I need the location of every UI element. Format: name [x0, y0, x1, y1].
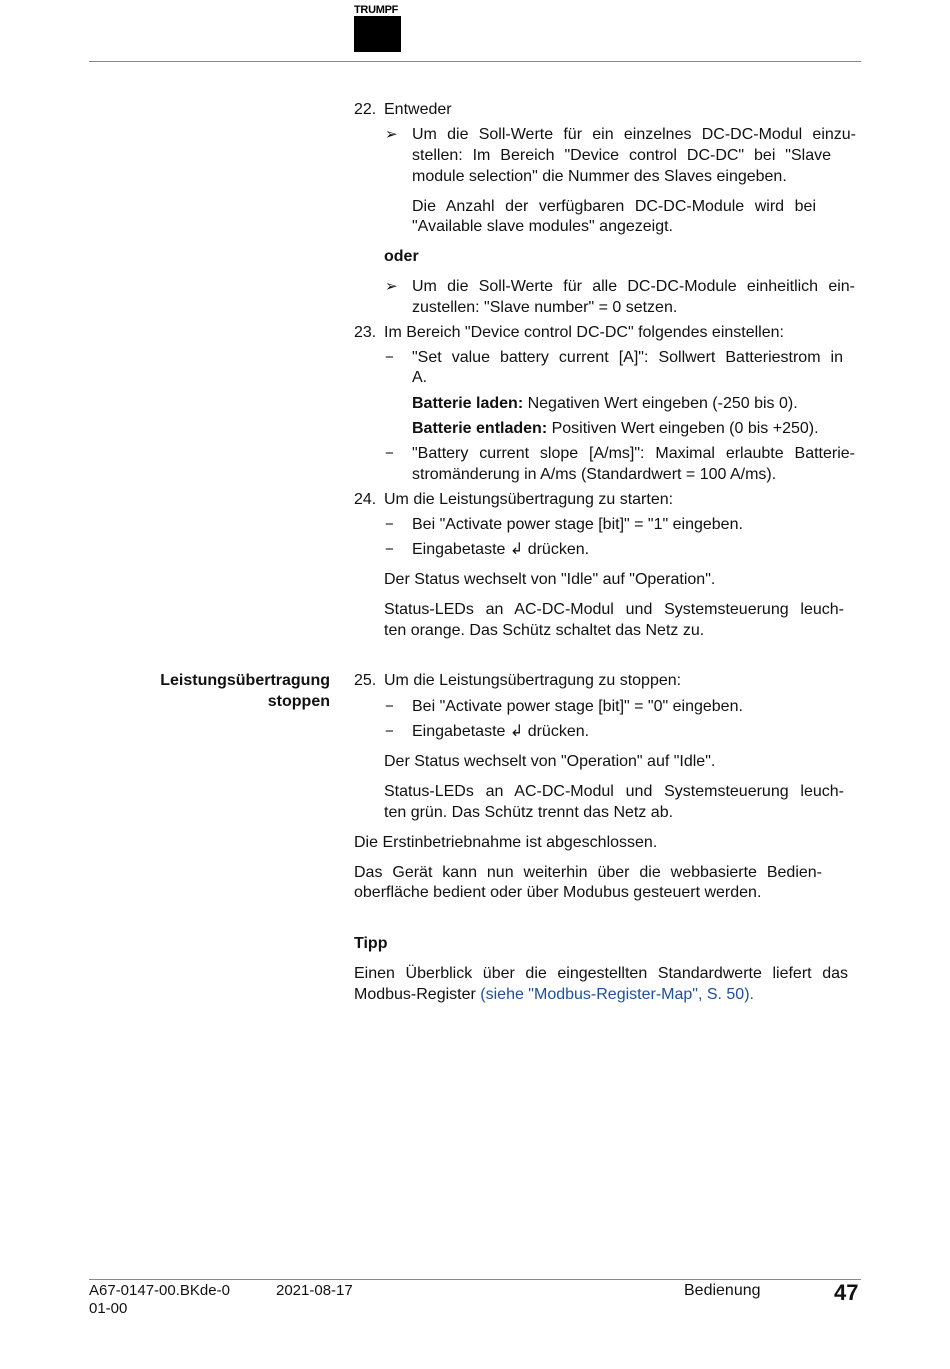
- step-24-number: 24.: [354, 491, 377, 508]
- step-23-title: Im Bereich "Device control DC-DC" folgendes einstellen:: [384, 324, 784, 341]
- step-25-led-line-2: ten grün. Das Schütz trennt das Netz ab.: [384, 804, 674, 821]
- side-heading-line-1: Leistungsübertragung: [160, 672, 330, 689]
- dash-bullet-icon: −: [385, 445, 394, 462]
- step-23-item-2-line-1: "Battery current slope [A/ms]": Maximal erlaubte Batterie-: [412, 445, 855, 462]
- step-25-status: Der Status wechselt von "Operation" auf "Idle".: [384, 753, 716, 770]
- step-24-led-line-1: Status-LEDs an AC-DC-Modul und Systemsteuerung leuch-: [384, 601, 844, 618]
- step-22-or: oder: [384, 248, 419, 265]
- dash-bullet-icon: −: [385, 516, 394, 533]
- step-22-option-b-line-2: zustellen: "Slave number" = 0 setzen.: [412, 299, 678, 316]
- battery-charge-label: Batterie laden:: [412, 395, 524, 412]
- battery-charge-line: [412, 393, 798, 414]
- closing-paragraph-line-2: oberfläche bedient oder über Modubus gesteuert werden.: [354, 884, 762, 901]
- footer-doc-id-line-2: 01-00: [89, 1300, 128, 1317]
- closing-paragraph-line-1: Das Gerät kann nun weiterhin über die webbasierte Bedien-: [354, 864, 822, 881]
- footer-doc-id-line-1: A67-0147-00.BKde-0: [89, 1282, 230, 1299]
- step-25-item-1: Bei "Activate power stage [bit]" = "0" eingeben.: [412, 698, 743, 715]
- battery-discharge-label: Batterie entladen:: [412, 420, 548, 437]
- page-number: 47: [834, 1280, 859, 1305]
- logo-block: [354, 16, 401, 52]
- battery-charge-text: Negativen Wert eingeben (-250 bis 0).: [527, 395, 798, 412]
- step-25-title: Um die Leistungsübertragung zu stoppen:: [384, 672, 682, 689]
- dash-bullet-icon: −: [385, 723, 394, 740]
- step-25-number: 25.: [354, 672, 377, 689]
- step-24-item-2: Eingabetaste ↲ drücken.: [412, 541, 590, 558]
- step-22-option-a-line-3: module selection" die Nummer des Slaves eingeben.: [412, 168, 787, 185]
- step-24-led-line-2: ten orange. Das Schütz schaltet das Netz zu.: [384, 622, 705, 639]
- dash-bullet-icon: −: [385, 698, 394, 715]
- commissioning-complete: Die Erstinbetriebnahme ist abgeschlossen.: [354, 834, 658, 851]
- step-22-note-line-1: Die Anzahl der verfügbaren DC-DC-Module wird bei: [412, 198, 816, 215]
- modbus-register-map-link[interactable]: (siehe "Modbus-Register-Map", S. 50).: [480, 986, 754, 1003]
- header-rule: [89, 61, 861, 62]
- step-24-status: Der Status wechselt von "Idle" auf "Operation".: [384, 571, 716, 588]
- battery-discharge-line: [412, 418, 819, 439]
- dash-bullet-icon: −: [385, 541, 394, 558]
- battery-discharge-text: Positiven Wert eingeben (0 bis +250).: [551, 420, 819, 437]
- step-24-item-1: Bei "Activate power stage [bit]" = "1" eingeben.: [412, 516, 743, 533]
- dash-bullet-icon: −: [385, 349, 394, 366]
- step-25-led-line-1: Status-LEDs an AC-DC-Modul und Systemsteuerung leuch-: [384, 783, 844, 800]
- footer-date: 2021-08-17: [276, 1282, 353, 1299]
- arrow-bullet-icon: ➢: [385, 126, 398, 143]
- footer-section: Bedienung: [684, 1282, 761, 1299]
- step-22-option-a-line-1: Um die Soll-Werte für ein einzelnes DC-DC-Modul einzu-: [412, 126, 856, 143]
- tip-line-2: [354, 984, 754, 1005]
- step-23-item-2-line-2: stromänderung in A/ms (Standardwert = 100 A/ms).: [412, 466, 777, 483]
- step-23-item-1-line-1: "Set value battery current [A]": Sollwert Batteriestrom in: [412, 349, 843, 366]
- tip-line-1: Einen Überblick über die eingestellten Standardwerte liefert das: [354, 965, 848, 982]
- tip-heading: Tipp: [354, 935, 388, 952]
- step-22-option-a-line-2: stellen: Im Bereich "Device control DC-DC" bei "Slave: [412, 147, 831, 164]
- arrow-bullet-icon: ➢: [385, 278, 398, 295]
- step-25-item-2: Eingabetaste ↲ drücken.: [412, 723, 590, 740]
- step-23-item-1-line-2: A.: [412, 369, 428, 386]
- footer-rule: [89, 1279, 861, 1280]
- trumpf-logo: [354, 4, 401, 52]
- step-22-note-line-2: "Available slave modules" angezeigt.: [412, 218, 673, 235]
- step-23-number: 23.: [354, 324, 377, 341]
- side-heading-line-2: stoppen: [267, 693, 330, 710]
- logo-text: TRUMPF: [354, 4, 399, 16]
- step-22-number: 22.: [354, 101, 377, 118]
- step-22-title: Entweder: [384, 101, 452, 118]
- step-22-option-b-line-1: Um die Soll-Werte für alle DC-DC-Module einheitlich ein-: [412, 278, 855, 295]
- step-24-title: Um die Leistungsübertragung zu starten:: [384, 491, 674, 508]
- tip-line-2-text: Modbus-Register: [354, 986, 476, 1003]
